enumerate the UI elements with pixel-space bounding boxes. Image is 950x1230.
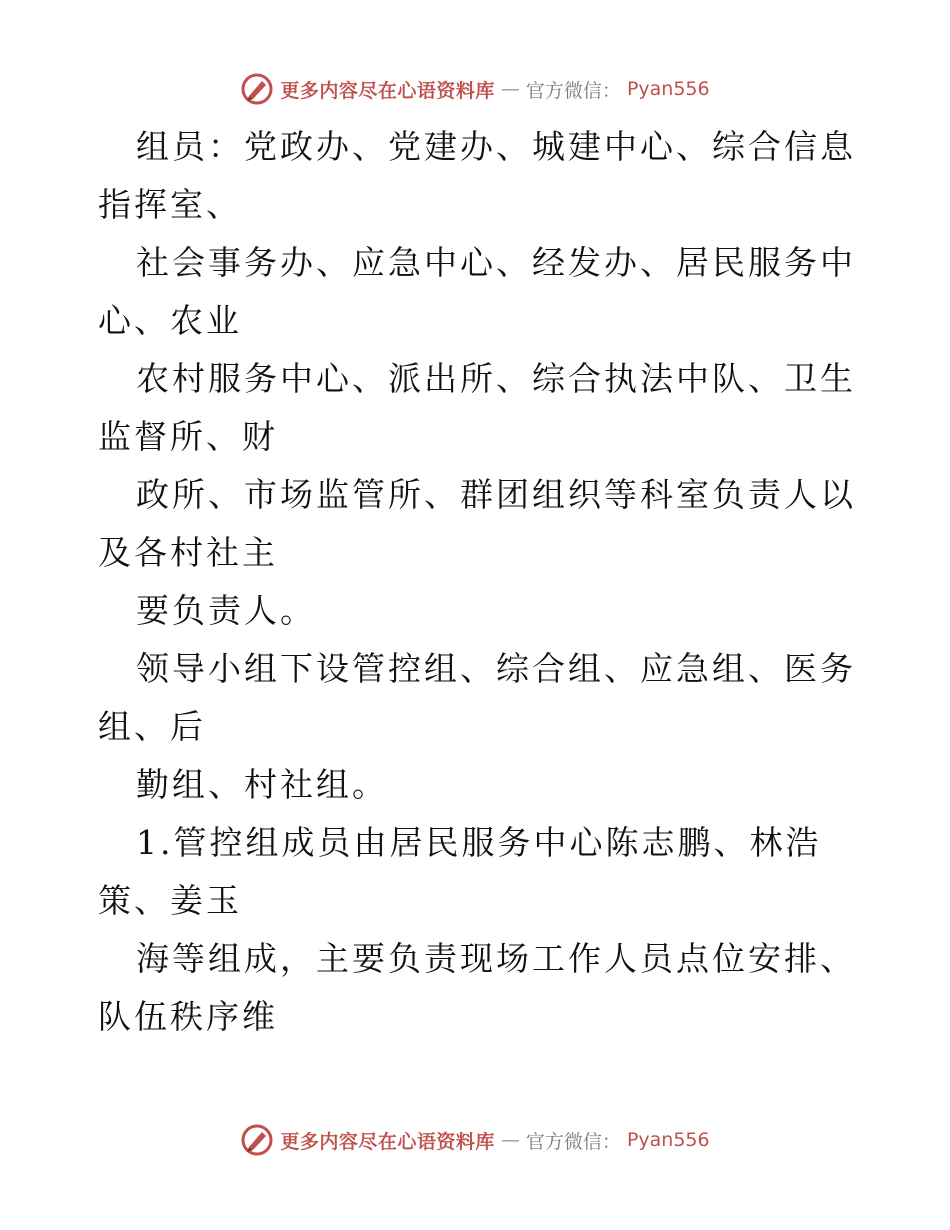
header-watermark: [0, 72, 950, 106]
watermark-text: 更多内容尽在心语资料库: [280, 1130, 495, 1153]
paragraph: 社会事务办、应急中心、经发办、居民服务中心、农业: [98, 243, 856, 340]
paragraph: 组员：党政办、党建办、城建中心、综合信息指挥室、: [98, 127, 856, 224]
paragraph: 勤组、村社组。: [136, 765, 388, 804]
watermark-separator: —: [500, 1129, 520, 1151]
watermark-text: 更多内容尽在心语资料库: [280, 79, 495, 102]
footer-watermark: [0, 1123, 950, 1157]
watermark-wechat-label: 官方微信：: [525, 1130, 621, 1153]
watermark-wechat-id: Pyan556: [626, 1129, 710, 1151]
paragraph: 农村服务中心、派出所、综合执法中队、卫生监督所、财: [98, 359, 856, 456]
paragraph: 领导小组下设管控组、综合组、应急组、医务组、后: [98, 649, 856, 746]
document-body: [98, 118, 858, 1046]
watermark-wechat-id: Pyan556: [626, 78, 710, 100]
pen-logo-icon: [240, 72, 274, 106]
paragraph: 要负责人。: [136, 591, 316, 630]
paragraph: 1.管控组成员由居民服务中心陈志鹏、林浩策、姜玉: [98, 823, 822, 920]
watermark-separator: —: [500, 78, 520, 100]
paragraph: 海等组成，主要负责现场工作人员点位安排、队伍秩序维: [98, 939, 856, 1036]
watermark-wechat-label: 官方微信：: [525, 79, 621, 102]
pen-logo-icon: [240, 1123, 274, 1157]
paragraph: 政所、市场监管所、群团组织等科室负责人以及各村社主: [98, 475, 856, 572]
